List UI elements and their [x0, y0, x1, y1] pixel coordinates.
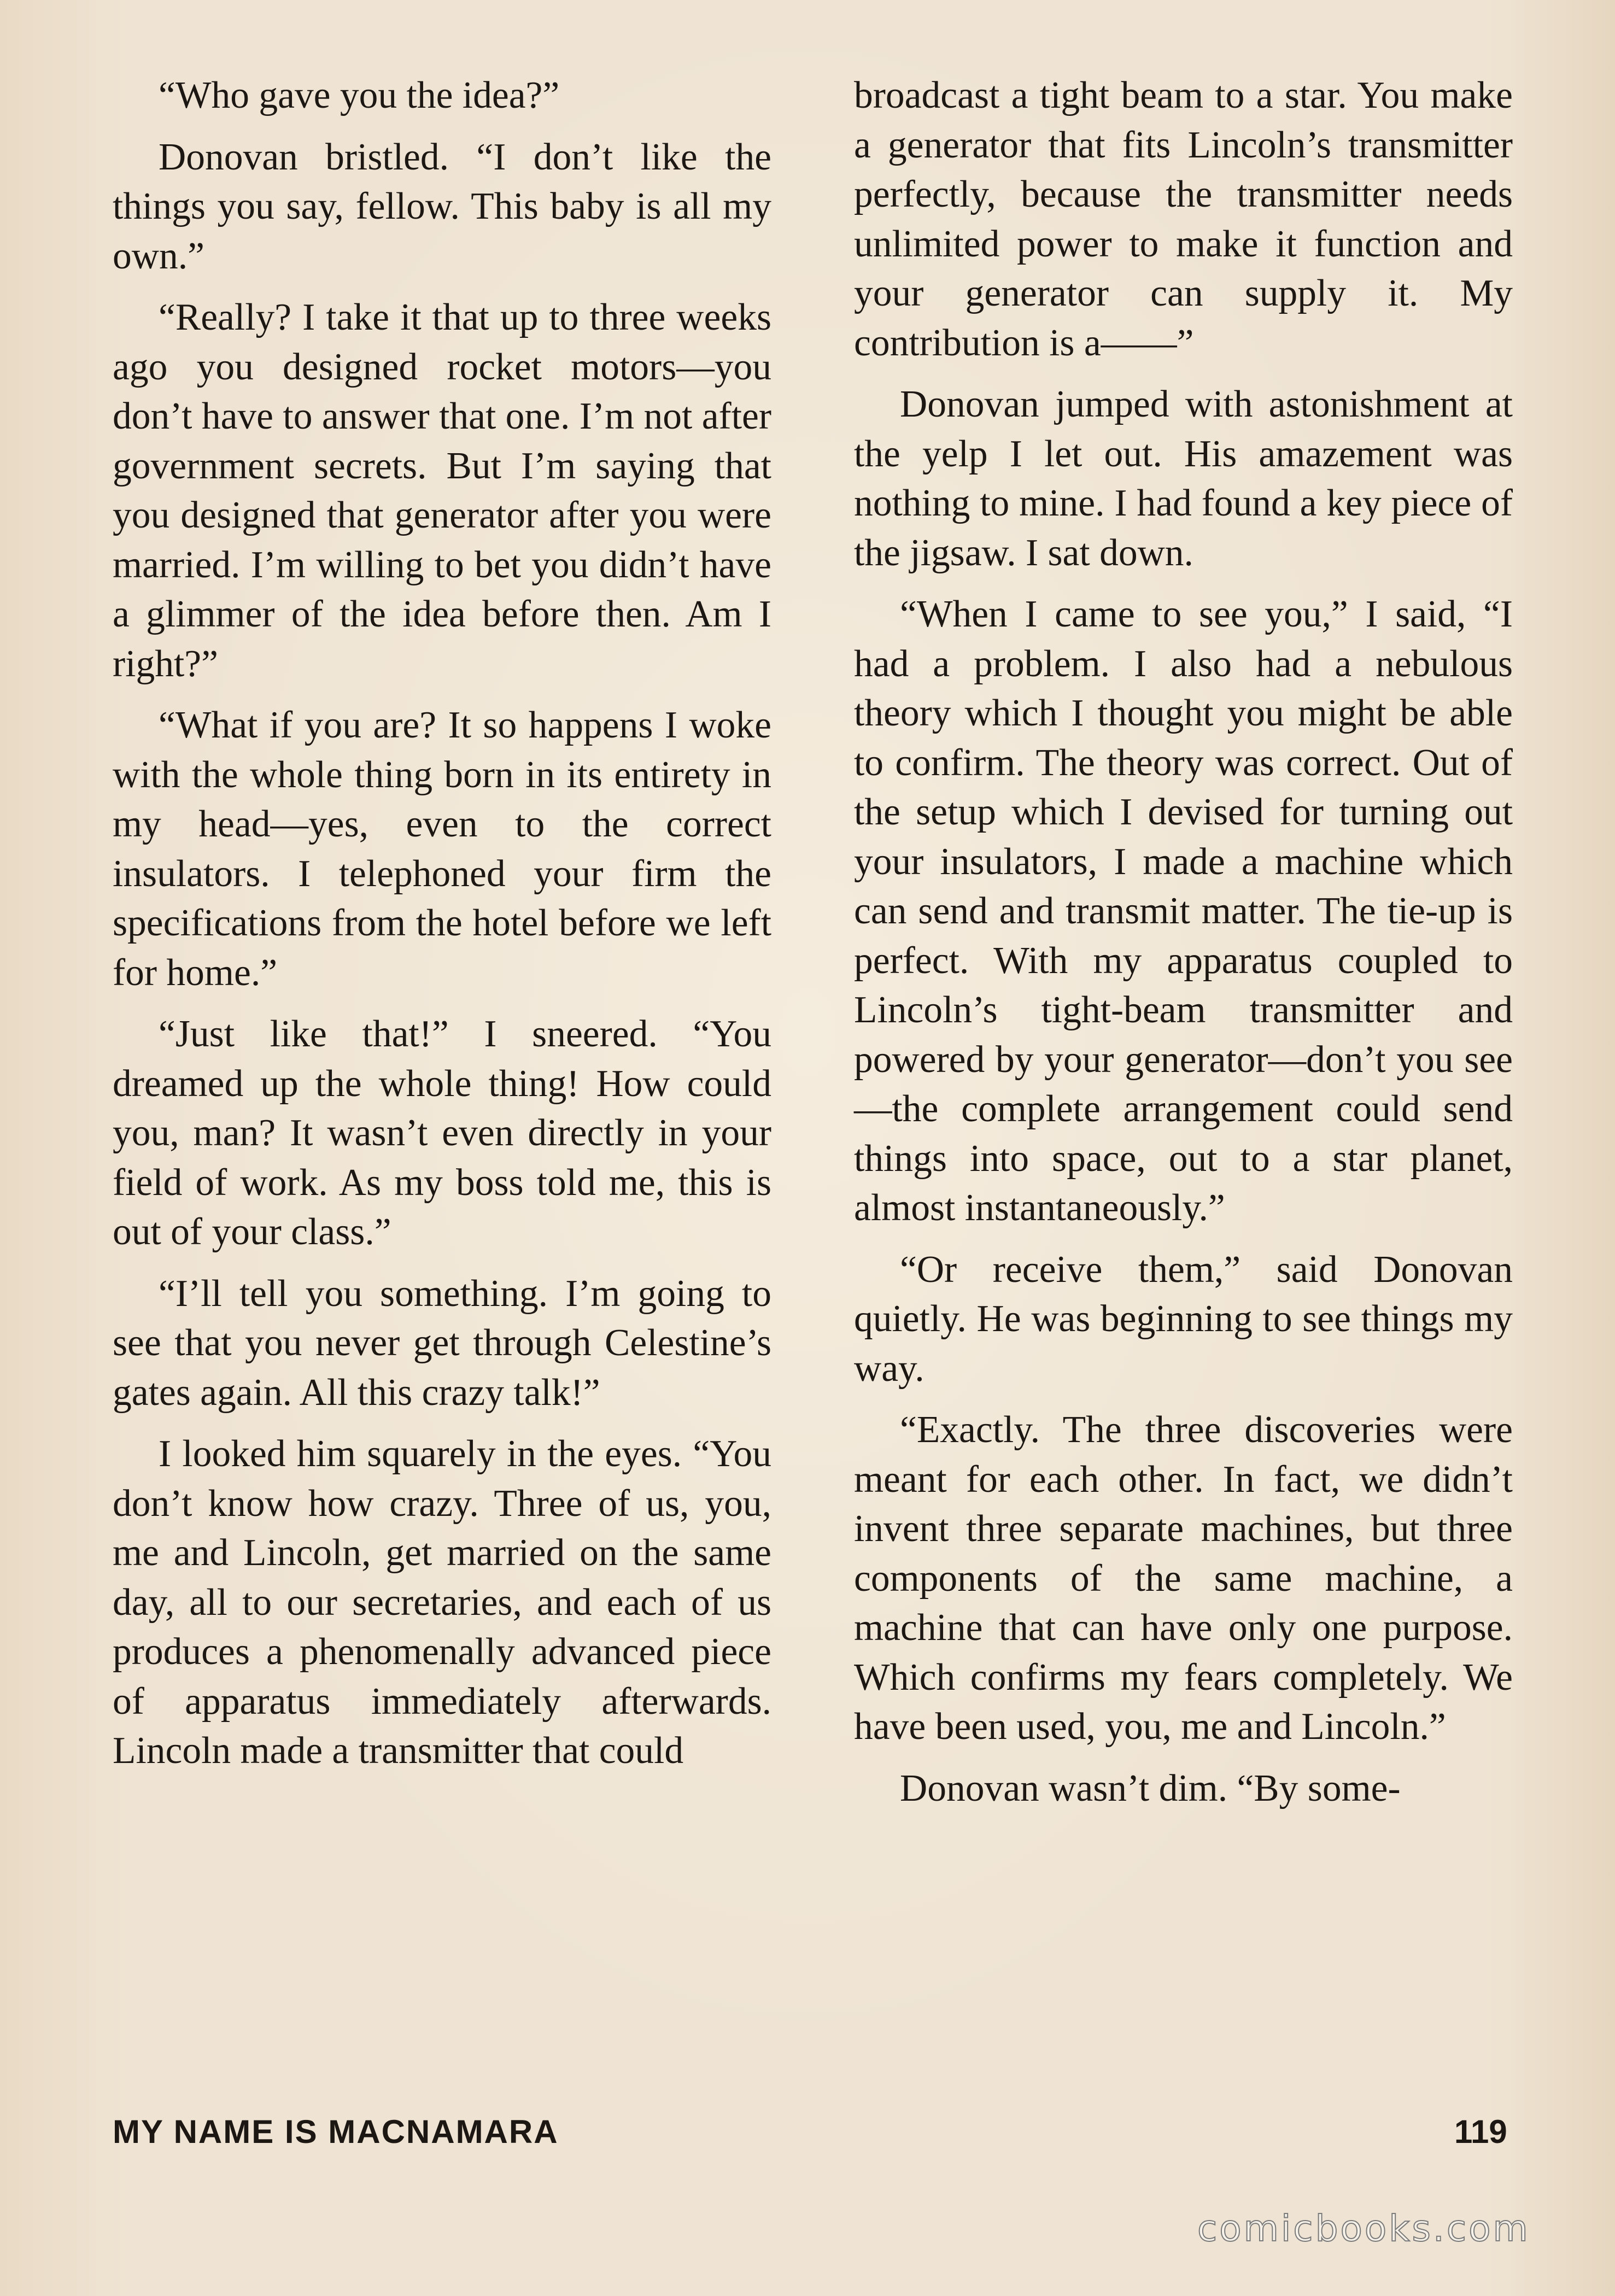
paragraph: Donovan bristled. “I don’t like the things you say, fellow. This baby is all my own.” [113, 136, 771, 277]
paragraph: “When I came to see you,” I said, “I had a problem. I also had a nebulous theory which I thought you might be able to confirm. The theory was correct. Out of the setup which I devised for turning out your insulators, I made a machine which can send and transmit matter. The tie-up is perfect. With my apparatus coupled to Lincoln’s tight-beam transmitter and powered by your generator—don’t you see—the complete arrangement could send things into space, out to a star planet, almost instantaneously.” [854, 593, 1513, 1229]
paragraph: “I’ll tell you something. I’m going to see that you never get through Celestine’s gates again. All this crazy talk!” [113, 1272, 771, 1414]
left-column [113, 71, 771, 1788]
page-number: 119 [1454, 2113, 1507, 2150]
paragraph: Donovan wasn’t dim. “By some- [900, 1767, 1401, 1809]
right-column [854, 71, 1513, 1825]
paragraph: I looked him squarely in the eyes. “You don’t know how crazy. Three of us, you, me and Lincoln, get married on the same day, all to our secretaries, and each of us produces a phenomenally advanced piece of apparatus immediately afterwards. Lincoln made a transmitter that could [113, 1433, 771, 1772]
running-title: MY NAME IS MACNAMARA [113, 2113, 559, 2150]
paragraph-continuation: broadcast a tight beam to a star. You make a generator that fits Lincoln’s transmitter perfectly, because the transmitter needs unlimited power to make it function and your generator can supply it. My contribution is a——” [854, 74, 1513, 364]
watermark: comicbooks.com [1197, 2207, 1530, 2250]
paragraph: “Just like that!” I sneered. “You dreamed up the whole thing! How could you, man? It wasn’t even directly in your field of work. As my boss told me, this is out of your class.” [113, 1013, 771, 1253]
paragraph: “Or receive them,” said Donovan quietly. He was beginning to see things my way. [854, 1248, 1513, 1390]
paragraph: “What if you are? It so happens I woke with the whole thing born in its entirety in my head—yes, even to the correct insulators. I telephoned your firm the specifications from the hotel before we left for home.” [113, 704, 771, 994]
paragraph: “Really? I take it that up to three weeks ago you designed rocket motors—you don’t have to answer that one. I’m not after government secrets. But I’m saying that you designed that generator after you were married. I’m willing to bet you didn’t have a glimmer of the idea before then. Am I right?” [113, 296, 771, 685]
paragraph: Donovan jumped with astonishment at the yelp I let out. His amazement was nothing to mine. I had found a key piece of the jigsaw. I sat down. [854, 383, 1513, 574]
paragraph: “Exactly. The three discoveries were meant for each other. In fact, we didn’t invent three separate machines, but three components of the same machine, a machine that can have only one purpose. Which confirms my fears completely. We have been used, you, me and Lincoln.” [854, 1409, 1513, 1748]
paragraph: “Who gave you the idea?” [159, 74, 560, 116]
